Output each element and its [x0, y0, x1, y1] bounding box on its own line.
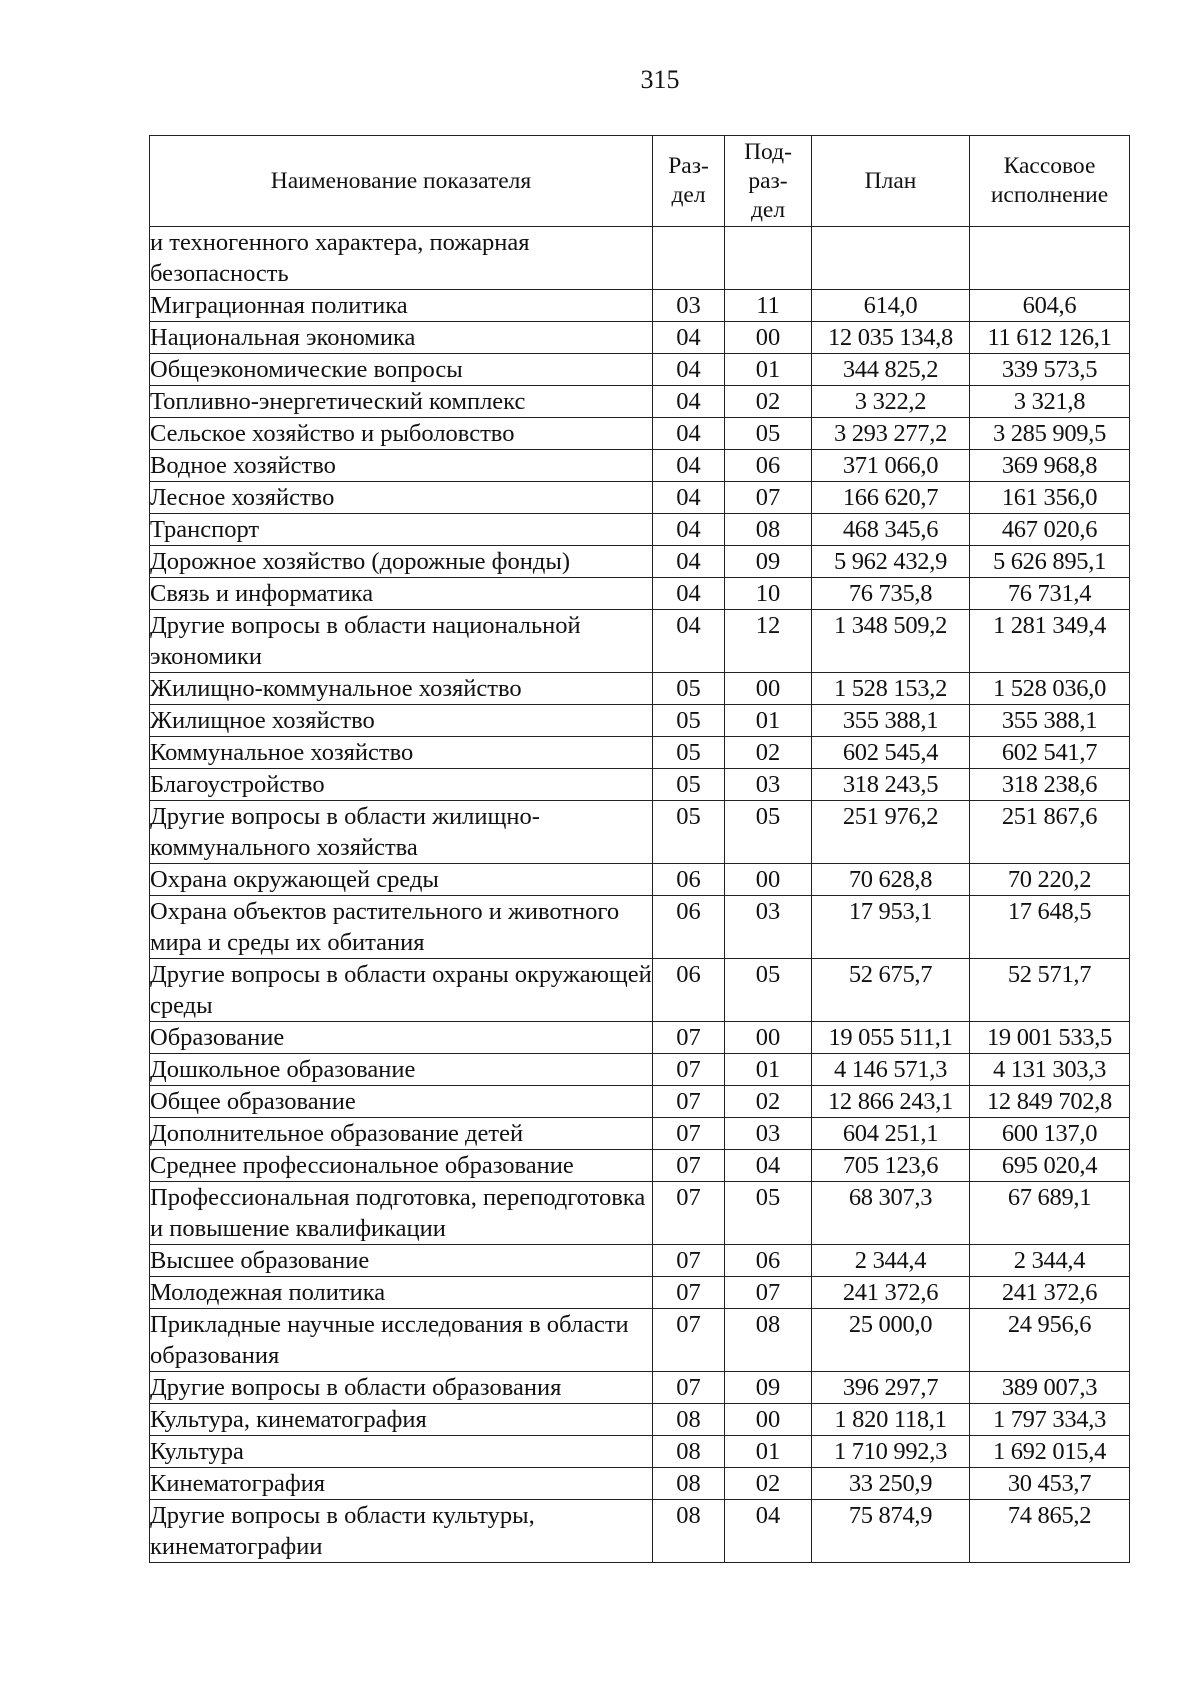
- cell-podrazdel: 05: [725, 801, 812, 864]
- cell-plan: 614,0: [812, 290, 970, 322]
- cell-execution: 355 388,1: [970, 705, 1130, 737]
- cell-name: Благоустройство: [150, 769, 653, 801]
- cell-podrazdel: 03: [725, 896, 812, 959]
- cell-razdel: 04: [653, 450, 725, 482]
- cell-razdel: 07: [653, 1054, 725, 1086]
- cell-razdel: 06: [653, 864, 725, 896]
- table-row: [150, 1054, 1130, 1086]
- table-row: [150, 386, 1130, 418]
- cell-podrazdel: 09: [725, 1372, 812, 1404]
- cell-razdel: 05: [653, 705, 725, 737]
- cell-razdel: 04: [653, 482, 725, 514]
- cell-plan: 396 297,7: [812, 1372, 970, 1404]
- cell-razdel: 07: [653, 1118, 725, 1150]
- cell-execution: 161 356,0: [970, 482, 1130, 514]
- table-row: [150, 482, 1130, 514]
- cell-plan: 25 000,0: [812, 1309, 970, 1372]
- table-row: [150, 1022, 1130, 1054]
- cell-razdel: 08: [653, 1436, 725, 1468]
- cell-razdel: 04: [653, 418, 725, 450]
- header-podrazdel: Под- раз- дел: [725, 136, 812, 227]
- cell-plan: [812, 227, 970, 290]
- cell-execution: 11 612 126,1: [970, 322, 1130, 354]
- cell-plan: 1 710 992,3: [812, 1436, 970, 1468]
- cell-podrazdel: 08: [725, 514, 812, 546]
- cell-name: Топливно-энергетический комплекс: [150, 386, 653, 418]
- cell-name: Молодежная политика: [150, 1277, 653, 1309]
- table-row: [150, 959, 1130, 1022]
- cell-plan: 4 146 571,3: [812, 1054, 970, 1086]
- cell-podrazdel: 05: [725, 1182, 812, 1245]
- cell-razdel: 04: [653, 354, 725, 386]
- cell-razdel: 07: [653, 1309, 725, 1372]
- table-row: [150, 610, 1130, 673]
- cell-podrazdel: 00: [725, 864, 812, 896]
- cell-razdel: 04: [653, 514, 725, 546]
- cell-razdel: 04: [653, 610, 725, 673]
- cell-razdel: 07: [653, 1372, 725, 1404]
- cell-name: Кинематография: [150, 1468, 653, 1500]
- table-row: [150, 1372, 1130, 1404]
- cell-podrazdel: 00: [725, 673, 812, 705]
- table-row: [150, 418, 1130, 450]
- cell-plan: 75 874,9: [812, 1500, 970, 1563]
- table-row: [150, 705, 1130, 737]
- cell-execution: 76 731,4: [970, 578, 1130, 610]
- table-row: [150, 578, 1130, 610]
- cell-razdel: 05: [653, 769, 725, 801]
- cell-plan: 12 035 134,8: [812, 322, 970, 354]
- cell-podrazdel: 00: [725, 1404, 812, 1436]
- cell-plan: 70 628,8: [812, 864, 970, 896]
- cell-name: и техногенного характера, пожарная безопасность: [150, 227, 653, 290]
- cell-execution: 67 689,1: [970, 1182, 1130, 1245]
- budget-table: [149, 135, 1130, 1563]
- cell-podrazdel: [725, 227, 812, 290]
- cell-razdel: 07: [653, 1277, 725, 1309]
- cell-razdel: 07: [653, 1182, 725, 1245]
- cell-razdel: 08: [653, 1468, 725, 1500]
- table-row: [150, 801, 1130, 864]
- cell-razdel: 04: [653, 578, 725, 610]
- cell-name: Национальная экономика: [150, 322, 653, 354]
- cell-plan: 3 322,2: [812, 386, 970, 418]
- cell-plan: 604 251,1: [812, 1118, 970, 1150]
- cell-execution: 2 344,4: [970, 1245, 1130, 1277]
- cell-execution: 600 137,0: [970, 1118, 1130, 1150]
- cell-execution: 1 692 015,4: [970, 1436, 1130, 1468]
- table-header-row: [150, 136, 1130, 227]
- cell-execution: 3 285 909,5: [970, 418, 1130, 450]
- cell-name: Охрана объектов растительного и животного мира и среды их обитания: [150, 896, 653, 959]
- cell-execution: [970, 227, 1130, 290]
- cell-execution: 369 968,8: [970, 450, 1130, 482]
- table-row: [150, 1245, 1130, 1277]
- cell-execution: 12 849 702,8: [970, 1086, 1130, 1118]
- table-row: [150, 896, 1130, 959]
- cell-name: Жилищно-коммунальное хозяйство: [150, 673, 653, 705]
- cell-name: Общеэкономические вопросы: [150, 354, 653, 386]
- cell-podrazdel: 08: [725, 1309, 812, 1372]
- cell-razdel: 07: [653, 1022, 725, 1054]
- cell-plan: 19 055 511,1: [812, 1022, 970, 1054]
- cell-execution: 1 797 334,3: [970, 1404, 1130, 1436]
- cell-razdel: 05: [653, 737, 725, 769]
- cell-execution: 70 220,2: [970, 864, 1130, 896]
- cell-podrazdel: 01: [725, 1054, 812, 1086]
- cell-name: Сельское хозяйство и рыболовство: [150, 418, 653, 450]
- cell-razdel: 07: [653, 1086, 725, 1118]
- cell-name: Охрана окружающей среды: [150, 864, 653, 896]
- cell-execution: 3 321,8: [970, 386, 1130, 418]
- cell-podrazdel: 00: [725, 1022, 812, 1054]
- cell-name: Прикладные научные исследования в области образования: [150, 1309, 653, 1372]
- cell-podrazdel: 02: [725, 1468, 812, 1500]
- cell-podrazdel: 06: [725, 1245, 812, 1277]
- cell-name: Дополнительное образование детей: [150, 1118, 653, 1150]
- cell-name: Общее образование: [150, 1086, 653, 1118]
- table-row: [150, 769, 1130, 801]
- cell-execution: 318 238,6: [970, 769, 1130, 801]
- cell-podrazdel: 04: [725, 1150, 812, 1182]
- cell-execution: 389 007,3: [970, 1372, 1130, 1404]
- table-row: [150, 1468, 1130, 1500]
- table-row: [150, 290, 1130, 322]
- cell-podrazdel: 03: [725, 769, 812, 801]
- cell-razdel: 04: [653, 386, 725, 418]
- cell-razdel: 06: [653, 896, 725, 959]
- cell-name: Культура, кинематография: [150, 1404, 653, 1436]
- cell-podrazdel: 06: [725, 450, 812, 482]
- cell-execution: 17 648,5: [970, 896, 1130, 959]
- cell-execution: 19 001 533,5: [970, 1022, 1130, 1054]
- cell-plan: 2 344,4: [812, 1245, 970, 1277]
- cell-razdel: 04: [653, 322, 725, 354]
- cell-execution: 695 020,4: [970, 1150, 1130, 1182]
- cell-razdel: 07: [653, 1245, 725, 1277]
- cell-podrazdel: 03: [725, 1118, 812, 1150]
- cell-execution: 4 131 303,3: [970, 1054, 1130, 1086]
- cell-plan: 318 243,5: [812, 769, 970, 801]
- cell-name: Образование: [150, 1022, 653, 1054]
- header-razdel: Раз- дел: [653, 136, 725, 227]
- cell-name: Лесное хозяйство: [150, 482, 653, 514]
- cell-razdel: [653, 227, 725, 290]
- table-body: [150, 227, 1130, 1563]
- cell-execution: 1 281 349,4: [970, 610, 1130, 673]
- cell-razdel: 08: [653, 1404, 725, 1436]
- cell-razdel: 05: [653, 673, 725, 705]
- cell-execution: 30 453,7: [970, 1468, 1130, 1500]
- cell-podrazdel: 09: [725, 546, 812, 578]
- cell-plan: 166 620,7: [812, 482, 970, 514]
- cell-execution: 251 867,6: [970, 801, 1130, 864]
- cell-podrazdel: 07: [725, 1277, 812, 1309]
- cell-razdel: 05: [653, 801, 725, 864]
- cell-podrazdel: 02: [725, 386, 812, 418]
- cell-name: Коммунальное хозяйство: [150, 737, 653, 769]
- cell-razdel: 04: [653, 546, 725, 578]
- table-row: [150, 1500, 1130, 1563]
- cell-plan: 1 348 509,2: [812, 610, 970, 673]
- table-row: [150, 514, 1130, 546]
- cell-podrazdel: 02: [725, 737, 812, 769]
- cell-plan: 602 545,4: [812, 737, 970, 769]
- cell-podrazdel: 00: [725, 322, 812, 354]
- cell-plan: 52 675,7: [812, 959, 970, 1022]
- table-row: [150, 1436, 1130, 1468]
- cell-name: Транспорт: [150, 514, 653, 546]
- cell-podrazdel: 10: [725, 578, 812, 610]
- table-row: [150, 737, 1130, 769]
- cell-podrazdel: 04: [725, 1500, 812, 1563]
- cell-plan: 251 976,2: [812, 801, 970, 864]
- cell-execution: 1 528 036,0: [970, 673, 1130, 705]
- cell-name: Дорожное хозяйство (дорожные фонды): [150, 546, 653, 578]
- cell-name: Высшее образование: [150, 1245, 653, 1277]
- page-number: 315: [640, 65, 680, 94]
- cell-plan: 68 307,3: [812, 1182, 970, 1245]
- header-name: Наименование показателя: [150, 136, 653, 227]
- cell-name: Дошкольное образование: [150, 1054, 653, 1086]
- cell-execution: 24 956,6: [970, 1309, 1130, 1372]
- cell-name: Миграционная политика: [150, 290, 653, 322]
- cell-name: Другие вопросы в области охраны окружающей среды: [150, 959, 653, 1022]
- cell-name: Другие вопросы в области национальной экономики: [150, 610, 653, 673]
- cell-podrazdel: 01: [725, 354, 812, 386]
- cell-plan: 76 735,8: [812, 578, 970, 610]
- cell-plan: 705 123,6: [812, 1150, 970, 1182]
- cell-name: Культура: [150, 1436, 653, 1468]
- table-row: [150, 354, 1130, 386]
- cell-name: Другие вопросы в области жилищно-коммунального хозяйства: [150, 801, 653, 864]
- header-plan: План: [812, 136, 970, 227]
- cell-execution: 467 020,6: [970, 514, 1130, 546]
- table-row: [150, 1118, 1130, 1150]
- table-row: [150, 1404, 1130, 1436]
- cell-plan: 355 388,1: [812, 705, 970, 737]
- table-row: [150, 673, 1130, 705]
- cell-plan: 1 528 153,2: [812, 673, 970, 705]
- table-row: [150, 227, 1130, 290]
- cell-podrazdel: 11: [725, 290, 812, 322]
- table-row: [150, 1182, 1130, 1245]
- cell-plan: 3 293 277,2: [812, 418, 970, 450]
- cell-execution: 241 372,6: [970, 1277, 1130, 1309]
- cell-podrazdel: 01: [725, 1436, 812, 1468]
- table-row: [150, 1150, 1130, 1182]
- cell-razdel: 07: [653, 1150, 725, 1182]
- cell-razdel: 03: [653, 290, 725, 322]
- cell-podrazdel: 02: [725, 1086, 812, 1118]
- cell-execution: 604,6: [970, 290, 1130, 322]
- cell-plan: 468 345,6: [812, 514, 970, 546]
- cell-plan: 12 866 243,1: [812, 1086, 970, 1118]
- cell-podrazdel: 07: [725, 482, 812, 514]
- cell-podrazdel: 01: [725, 705, 812, 737]
- cell-plan: 241 372,6: [812, 1277, 970, 1309]
- table-row: [150, 1086, 1130, 1118]
- table-row: [150, 322, 1130, 354]
- cell-plan: 371 066,0: [812, 450, 970, 482]
- cell-name: Среднее профессиональное образование: [150, 1150, 653, 1182]
- table-row: [150, 546, 1130, 578]
- table-row: [150, 1277, 1130, 1309]
- cell-plan: 1 820 118,1: [812, 1404, 970, 1436]
- cell-razdel: 06: [653, 959, 725, 1022]
- cell-execution: 5 626 895,1: [970, 546, 1130, 578]
- header-execution: Кассовое исполнение: [970, 136, 1130, 227]
- cell-name: Другие вопросы в области образования: [150, 1372, 653, 1404]
- cell-name: Водное хозяйство: [150, 450, 653, 482]
- cell-podrazdel: 05: [725, 959, 812, 1022]
- cell-plan: 344 825,2: [812, 354, 970, 386]
- cell-razdel: 08: [653, 1500, 725, 1563]
- cell-podrazdel: 05: [725, 418, 812, 450]
- cell-plan: 33 250,9: [812, 1468, 970, 1500]
- cell-execution: 52 571,7: [970, 959, 1130, 1022]
- cell-podrazdel: 12: [725, 610, 812, 673]
- table-row: [150, 864, 1130, 896]
- cell-execution: 339 573,5: [970, 354, 1130, 386]
- cell-name: Связь и информатика: [150, 578, 653, 610]
- table-row: [150, 450, 1130, 482]
- cell-name: Жилищное хозяйство: [150, 705, 653, 737]
- cell-execution: 602 541,7: [970, 737, 1130, 769]
- table-row: [150, 1309, 1130, 1372]
- cell-plan: 17 953,1: [812, 896, 970, 959]
- cell-execution: 74 865,2: [970, 1500, 1130, 1563]
- cell-plan: 5 962 432,9: [812, 546, 970, 578]
- cell-name: Другие вопросы в области культуры, кинематографии: [150, 1500, 653, 1563]
- cell-name: Профессиональная подготовка, переподготовка и повышение квалификации: [150, 1182, 653, 1245]
